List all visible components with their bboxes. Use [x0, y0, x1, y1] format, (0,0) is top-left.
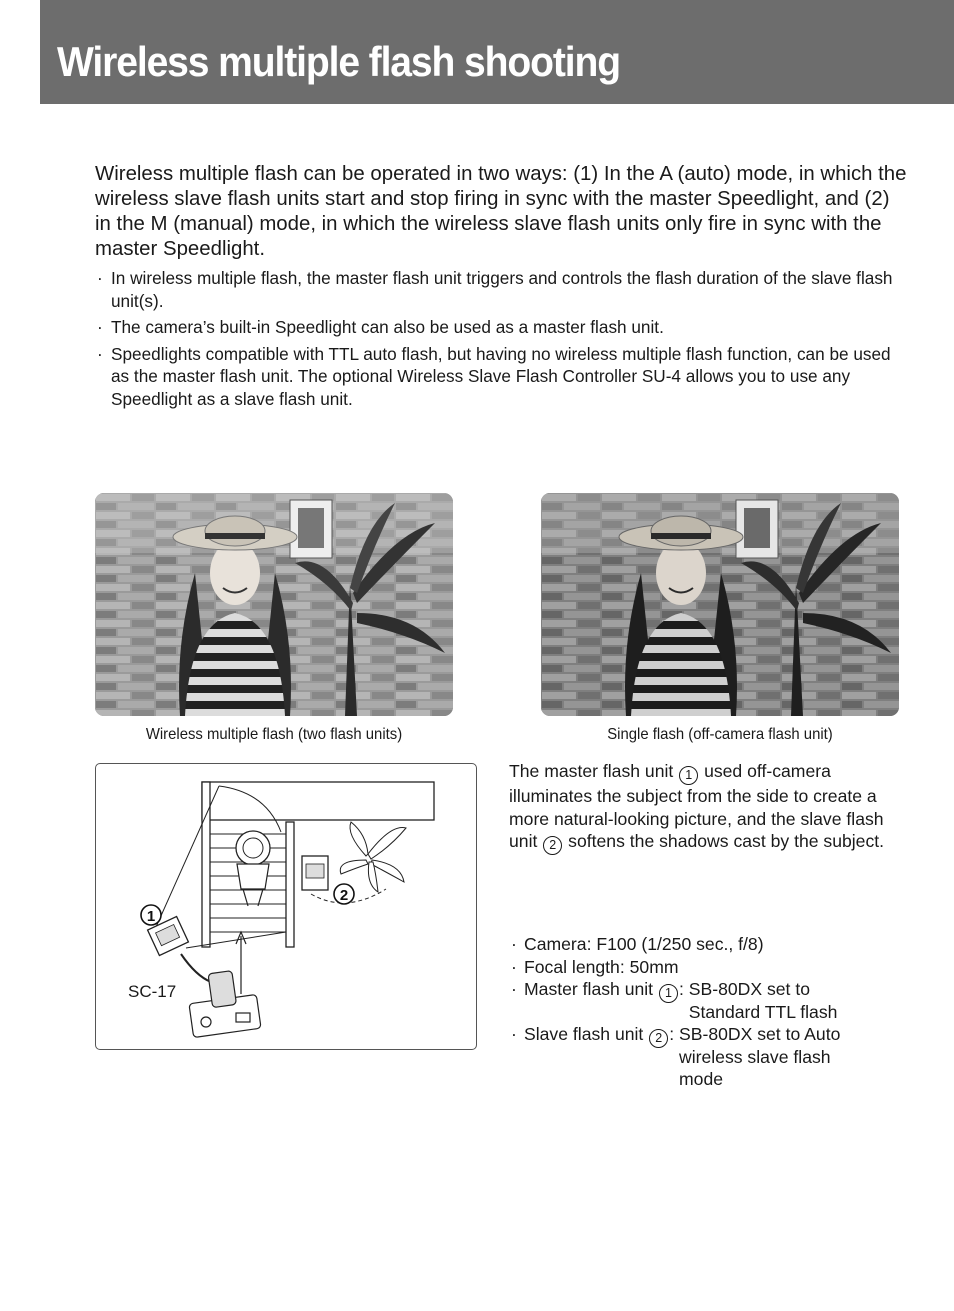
plant-icon — [340, 822, 406, 892]
spec-slave-label: Slave flash unit 2 : — [524, 1023, 679, 1091]
spec-list — [509, 933, 929, 1091]
spec-master-flash — [509, 978, 929, 1023]
bullet-marker: · — [511, 979, 517, 999]
marker-1-icon — [141, 905, 161, 925]
caption-two-flash: Wireless multiple flash (two flash units) — [145, 726, 403, 743]
slave-flash-unit — [302, 856, 328, 890]
camera-icon — [189, 971, 261, 1038]
spec-master-label: Master flash unit 1 : — [524, 978, 689, 1023]
bullet-marker: · — [97, 317, 103, 337]
photo-two-flash-illustration — [95, 493, 453, 716]
setup-diagram — [95, 763, 477, 1050]
subject-figure — [236, 831, 270, 906]
setup-diagram-drawing — [96, 764, 476, 1049]
circled-2-icon: 2 — [649, 1029, 668, 1048]
description-paragraph: The master flash unit 1 used off-camera illuminates the subject from the side to create a more natural-looking picture, and the slave flash unit 2 softens the shadows cast by the subject. — [509, 760, 899, 855]
bullet-list — [95, 267, 907, 414]
bullet-marker: · — [511, 934, 517, 954]
spec-camera: · Camera: F100 (1/250 sec., f/8) — [511, 934, 764, 954]
page-title: Wireless multiple flash shooting — [57, 38, 620, 85]
photo-single-flash — [541, 493, 899, 716]
photo-two-flash — [95, 493, 453, 716]
bullet-marker: · — [511, 956, 517, 977]
bullet-marker: · — [511, 1024, 517, 1044]
marker-2-icon — [334, 884, 354, 904]
bullet-marker: · — [97, 343, 103, 364]
spec-focal-length: · Focal length: 50mm — [511, 956, 679, 977]
circled-1-icon: 1 — [659, 984, 678, 1003]
spec-master-value: SB-80DX set to Standard TTL flash — [688, 979, 838, 1022]
bullet-marker: · — [97, 268, 103, 288]
intro-paragraph: Wireless multiple flash can be operated in two ways: (1) In the A (auto) mode, in which the wireless slave flash units start and stop firing in sync with the master Speedlight, and (2) in the M (manual) mode, in which the wireless slave flash units only fire in sync with the master Speedlight. — [95, 163, 907, 260]
svg-text:2: 2 — [339, 887, 349, 904]
sc17-label: SC-17 — [128, 982, 177, 1001]
room-wall — [202, 782, 434, 820]
photo-single-flash-illustration — [541, 493, 899, 716]
right-pillar — [286, 822, 294, 947]
beam-line-2 — [186, 932, 286, 948]
caption-single-flash: Single flash (off-camera flash unit) — [607, 726, 833, 743]
left-pillar — [202, 782, 210, 947]
circled-2-icon: 2 — [543, 836, 562, 855]
bullet-item: · In wireless multiple flash, the master flash unit triggers and controls the flash duration of the slave flash unit(s). — [97, 268, 893, 311]
svg-text:1: 1 — [146, 908, 156, 925]
spec-slave-value: SB-80DX set to Auto wireless slave flash mode — [679, 1024, 841, 1089]
circled-1-icon: 1 — [679, 766, 698, 785]
spec-slave-flash — [509, 1023, 929, 1091]
sc17-cable — [181, 954, 211, 982]
bullet-item: · Speedlights compatible with TTL auto flash, but having no wireless multiple flash function, can be used as the master flash unit. The optional Wireless Slave Flash Controller SU-4 allows you to use any Speedlight as a slave flash unit. — [97, 343, 891, 409]
bullet-item: · The camera’s built-in Speedlight can also be used as a master flash unit. — [97, 317, 664, 337]
